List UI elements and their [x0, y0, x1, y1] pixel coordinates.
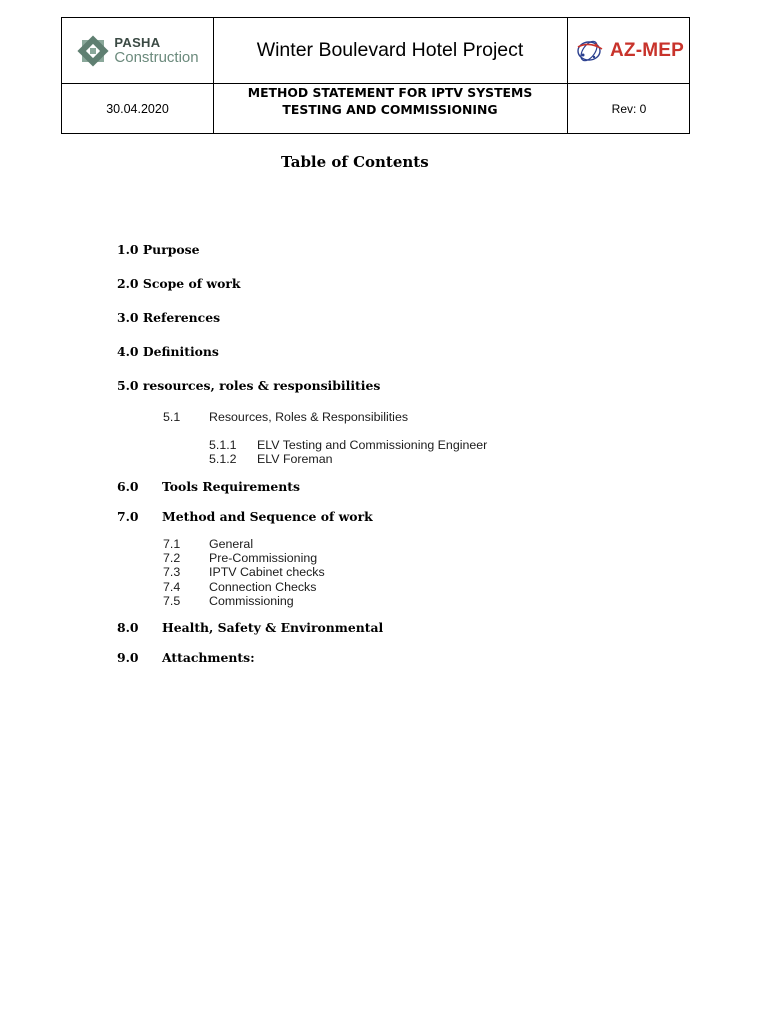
toc-section-6-label: Tools Requirements [162, 479, 300, 494]
toc-subsubsection-label: ELV Foreman [257, 452, 333, 466]
toc-subsection-number: 7.1 [163, 537, 181, 551]
toc-section-8-number: 8.0 [117, 620, 139, 635]
toc-subsection-label: General [209, 537, 254, 551]
pasha-logo-name: PASHA [114, 35, 161, 50]
toc-section-9-number: 9.0 [117, 650, 139, 665]
toc-section-6-number: 6.0 [117, 479, 139, 494]
toc-section-2: 2.0 Scope of work [117, 276, 241, 291]
toc-section-9-label: Attachments: [162, 650, 255, 665]
toc-section-4: 4.0 Definitions [117, 344, 219, 359]
toc-title: Table of Contents [281, 153, 429, 171]
az-mep-logo [567, 18, 691, 83]
pasha-logo-sub: Construction [114, 49, 199, 66]
toc-section-3: 3.0 References [117, 310, 221, 325]
az-mep-logo-icon [574, 37, 608, 65]
toc-subsection-number: 7.4 [163, 580, 181, 594]
pasha-logo-icon [76, 34, 110, 68]
project-title: Winter Boulevard Hotel Project [256, 39, 524, 61]
toc-subsubsection-number: 5.1.1 [209, 438, 237, 452]
toc-subsection-label: IPTV Cabinet checks [209, 565, 325, 579]
toc-subsection-number: 5.1 [163, 410, 181, 424]
toc-section-7-number: 7.0 [117, 509, 139, 524]
revision-number: Rev: 0 [611, 102, 647, 116]
subtitle-line-2: TESTING AND COMMISSIONING [282, 102, 498, 117]
pasha-construction-logo [62, 18, 213, 83]
toc-subsection-label: Pre-Commissioning [209, 551, 318, 565]
toc-section-8-label: Health, Safety & Environmental [162, 620, 384, 635]
toc-subsection-number: 7.2 [163, 551, 181, 565]
document-subtitle [213, 83, 567, 136]
toc-section-5: 5.0 resources, roles & responsibilities [117, 378, 381, 393]
toc-section-1: 1.0 Purpose [117, 242, 200, 257]
toc-subsubsection-label: ELV Testing and Commissioning Engineer [257, 438, 488, 452]
toc-subsection-number: 7.5 [163, 594, 181, 608]
toc-subsection-number: 7.3 [163, 565, 181, 579]
document-date: 30.04.2020 [106, 102, 169, 116]
az-mep-logo-name: AZ-MEP [609, 39, 685, 61]
toc-subsection-label: Connection Checks [209, 580, 317, 594]
document-header [61, 17, 690, 134]
toc-subsection-label: Resources, Roles & Responsibilities [209, 410, 409, 424]
toc-subsubsection-number: 5.1.2 [209, 452, 237, 466]
toc-section-7-label: Method and Sequence of work [162, 509, 373, 524]
toc-subsection-label: Commissioning [209, 594, 294, 608]
subtitle-line-1: METHOD STATEMENT FOR IPTV SYSTEMS [247, 85, 533, 100]
